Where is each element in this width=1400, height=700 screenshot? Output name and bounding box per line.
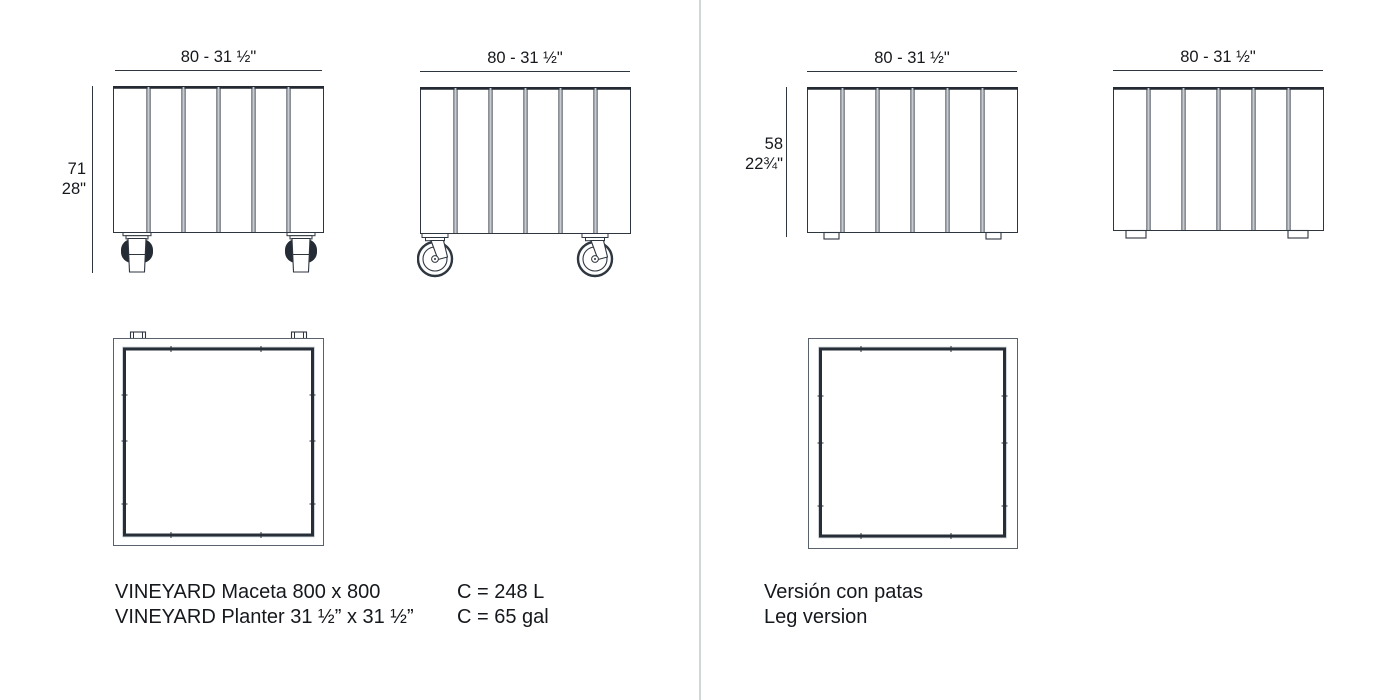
product-name-metric: VINEYARD Maceta 800 x 800 [115,581,381,603]
caster-mount-tab-icon [131,332,307,339]
width-dimension-line-3 [807,71,1017,72]
planter-top-view-wheel-version [111,329,329,551]
width-dimension-label-4: 80 - 31 ½" [1180,48,1256,66]
leg-icon [824,233,1001,240]
height-inches-label: 28" [61,179,86,198]
planter-top-view-leg-version [806,336,1022,554]
planter-front-view-legs-2 [1112,85,1326,243]
caster-side-icon [121,233,153,273]
width-dimension-label-2: 80 - 31 ½" [487,49,563,67]
caster-front-icon [418,234,452,277]
width-dimension-line-4 [1113,70,1323,71]
product-name-imperial: VINEYARD Planter 31 ½” x 31 ½” [115,606,414,628]
height-dimension-line-wheel-version [92,86,93,273]
caster-front-icon [578,234,612,277]
caster-side-icon [285,233,317,273]
height-cm-label: 58 [764,135,783,153]
planter-front-view-casters-front [417,85,633,280]
width-dimension-label-3: 80 - 31 ½" [874,49,950,67]
planter-front-view-legs-1 [806,85,1020,243]
leg-icon [1126,231,1308,239]
height-dimension-label-wheel-version [36,160,86,199]
leg-version-caption-es: Versión con patas [764,581,923,603]
height-inches-label: 22¾" [745,154,783,173]
panel-divider-line [699,0,701,700]
height-cm-label: 71 [67,160,86,178]
product-caption-block [115,580,414,630]
capacity-metric: C = 248 L [457,581,545,603]
leg-version-caption-block [764,580,923,630]
capacity-caption-block [457,580,549,630]
width-dimension-line-2 [420,71,630,72]
width-dimension-label-1: 80 - 31 ½" [180,48,257,66]
height-dimension-line-leg-version [786,87,787,237]
planter-front-view-casters-side [112,84,328,278]
capacity-imperial: C = 65 gal [457,606,549,628]
height-dimension-label-leg-version [728,135,783,174]
leg-version-caption-en: Leg version [764,606,868,628]
width-dimension-line-1 [115,70,322,71]
